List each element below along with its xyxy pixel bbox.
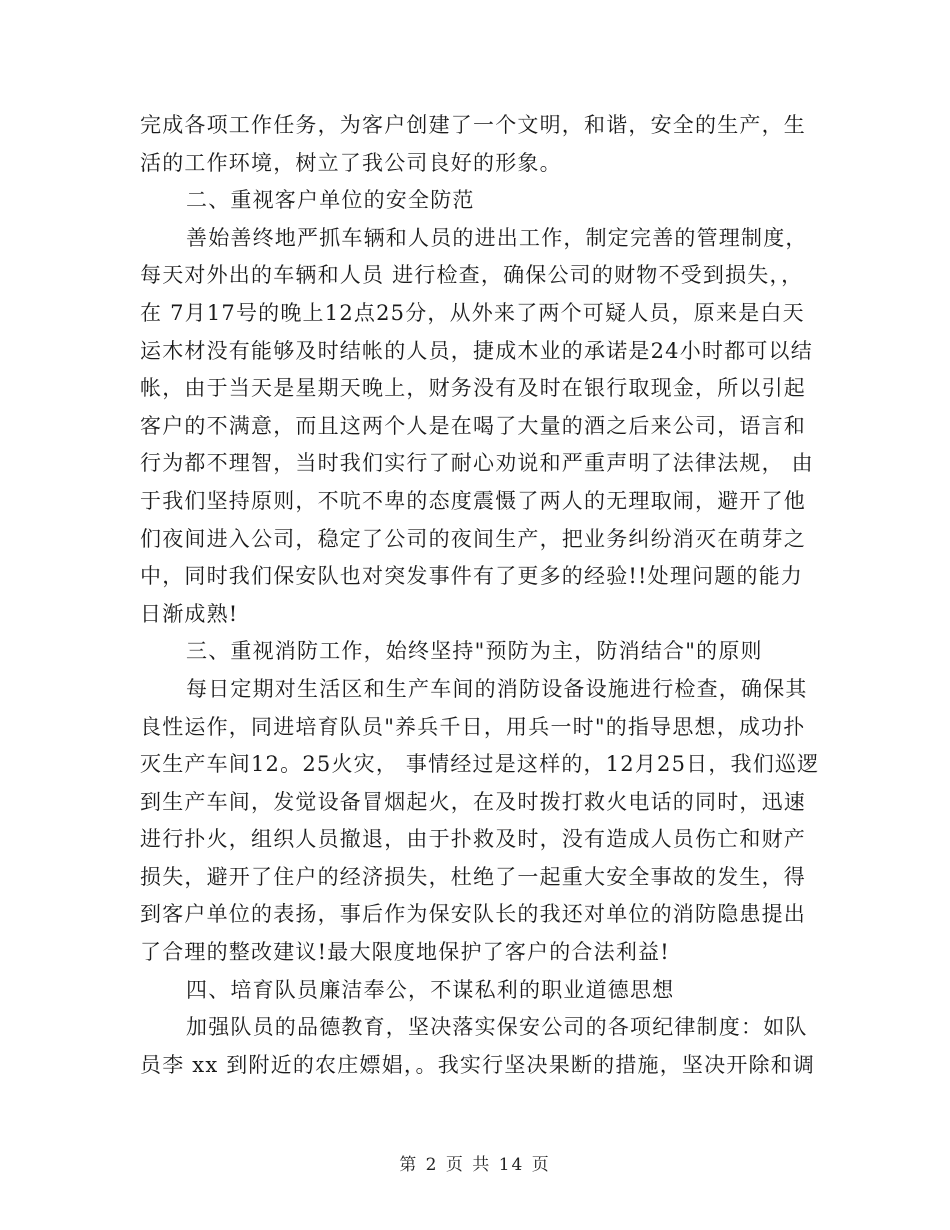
text-line: 二、重视客户单位的安全防范 <box>186 188 475 213</box>
text-line: 在 7月17号的晚上12点25分，从外来了两个可疑人员，原来是白天 <box>140 300 805 325</box>
text-line: 完成各项工作任务，为客户创建了一个文明，和谐，安全的生产，生 <box>140 113 806 137</box>
text-line: 员李 xx 到附近的农庄嫖娼，。我实行坚决果断的措施，坚决开除和调 <box>140 1052 816 1077</box>
text-line: 每天对外出的车辆和人员 进行检查，确保公司的财物不受到损失，， <box>140 263 804 288</box>
text-line: 良性运作，同进培育队员"养兵千日，用兵一时"的指导思想，成功扑 <box>140 714 806 739</box>
text-line: 客户的不满意，而且这两个人是在喝了大量的酒之后来公司，语言和 <box>140 413 806 438</box>
text-line: 善始善终地严抓车辆和人员的进出工作，制定完善的管理制度， <box>186 225 808 250</box>
text-line: 运木材没有能够及时结帐的人员，捷成木业的承诺是24小时都可以结 <box>140 338 813 363</box>
text-line: 帐，由于当天是星期天晚上，财务没有及时在银行取现金，所以引起 <box>140 376 806 401</box>
text-line: 灭生产车间12。25火灾， 事情经过是这样的，12月25日，我们巡逻 <box>140 752 820 777</box>
text-line: 活的工作环境，树立了我公司良好的形象。 <box>140 150 562 175</box>
text-line: 进行扑火，组织人员撤退，由于扑救及时，没有造成人员伤亡和财产 <box>140 827 806 852</box>
text-line: 行为都不理智，当时我们实行了耐心劝说和严重声明了法律法规， 由 <box>140 451 814 476</box>
text-line: 四、培育队员廉洁奉公，不谋私利的职业道德思想 <box>186 977 675 1002</box>
text-line: 于我们坚持原则，不吭不卑的态度震慑了两人的无理取闹，避开了他 <box>140 488 806 513</box>
text-line: 到生产车间，发觉设备冒烟起火，在及时拨打救火电话的同时，迅速 <box>140 789 806 814</box>
text-line: 了合理的整改建议!最大限度地保护了客户的合法利益! <box>140 940 670 965</box>
text-line: 们夜间进入公司，稳定了公司的夜间生产，把业务纠纷消灭在萌芽之 <box>140 526 806 551</box>
text-line: 中，同时我们保安队也对突发事件有了更多的经验!!处理问题的能力 <box>140 564 804 589</box>
page-number-footer: 第 2 页 共 14 页 <box>399 1155 551 1175</box>
text-line: 损失，避开了住户的经济损失，杜绝了一起重大安全事故的发生，得 <box>140 864 806 889</box>
text-line: 每日定期对生活区和生产车间的消防设备设施进行检查，确保其 <box>186 676 808 701</box>
text-line: 日渐成熟! <box>140 601 239 626</box>
document-body <box>140 107 820 1084</box>
text-line: 三、重视消防工作，始终坚持"预防为主，防消结合"的原则 <box>186 639 763 664</box>
text-line: 到客户单位的表扬，事后作为保安队长的我还对单位的消防隐患提出 <box>140 902 806 927</box>
text-line: 加强队员的品德教育，坚决落实保安公司的各项纪律制度：如队 <box>186 1015 808 1040</box>
